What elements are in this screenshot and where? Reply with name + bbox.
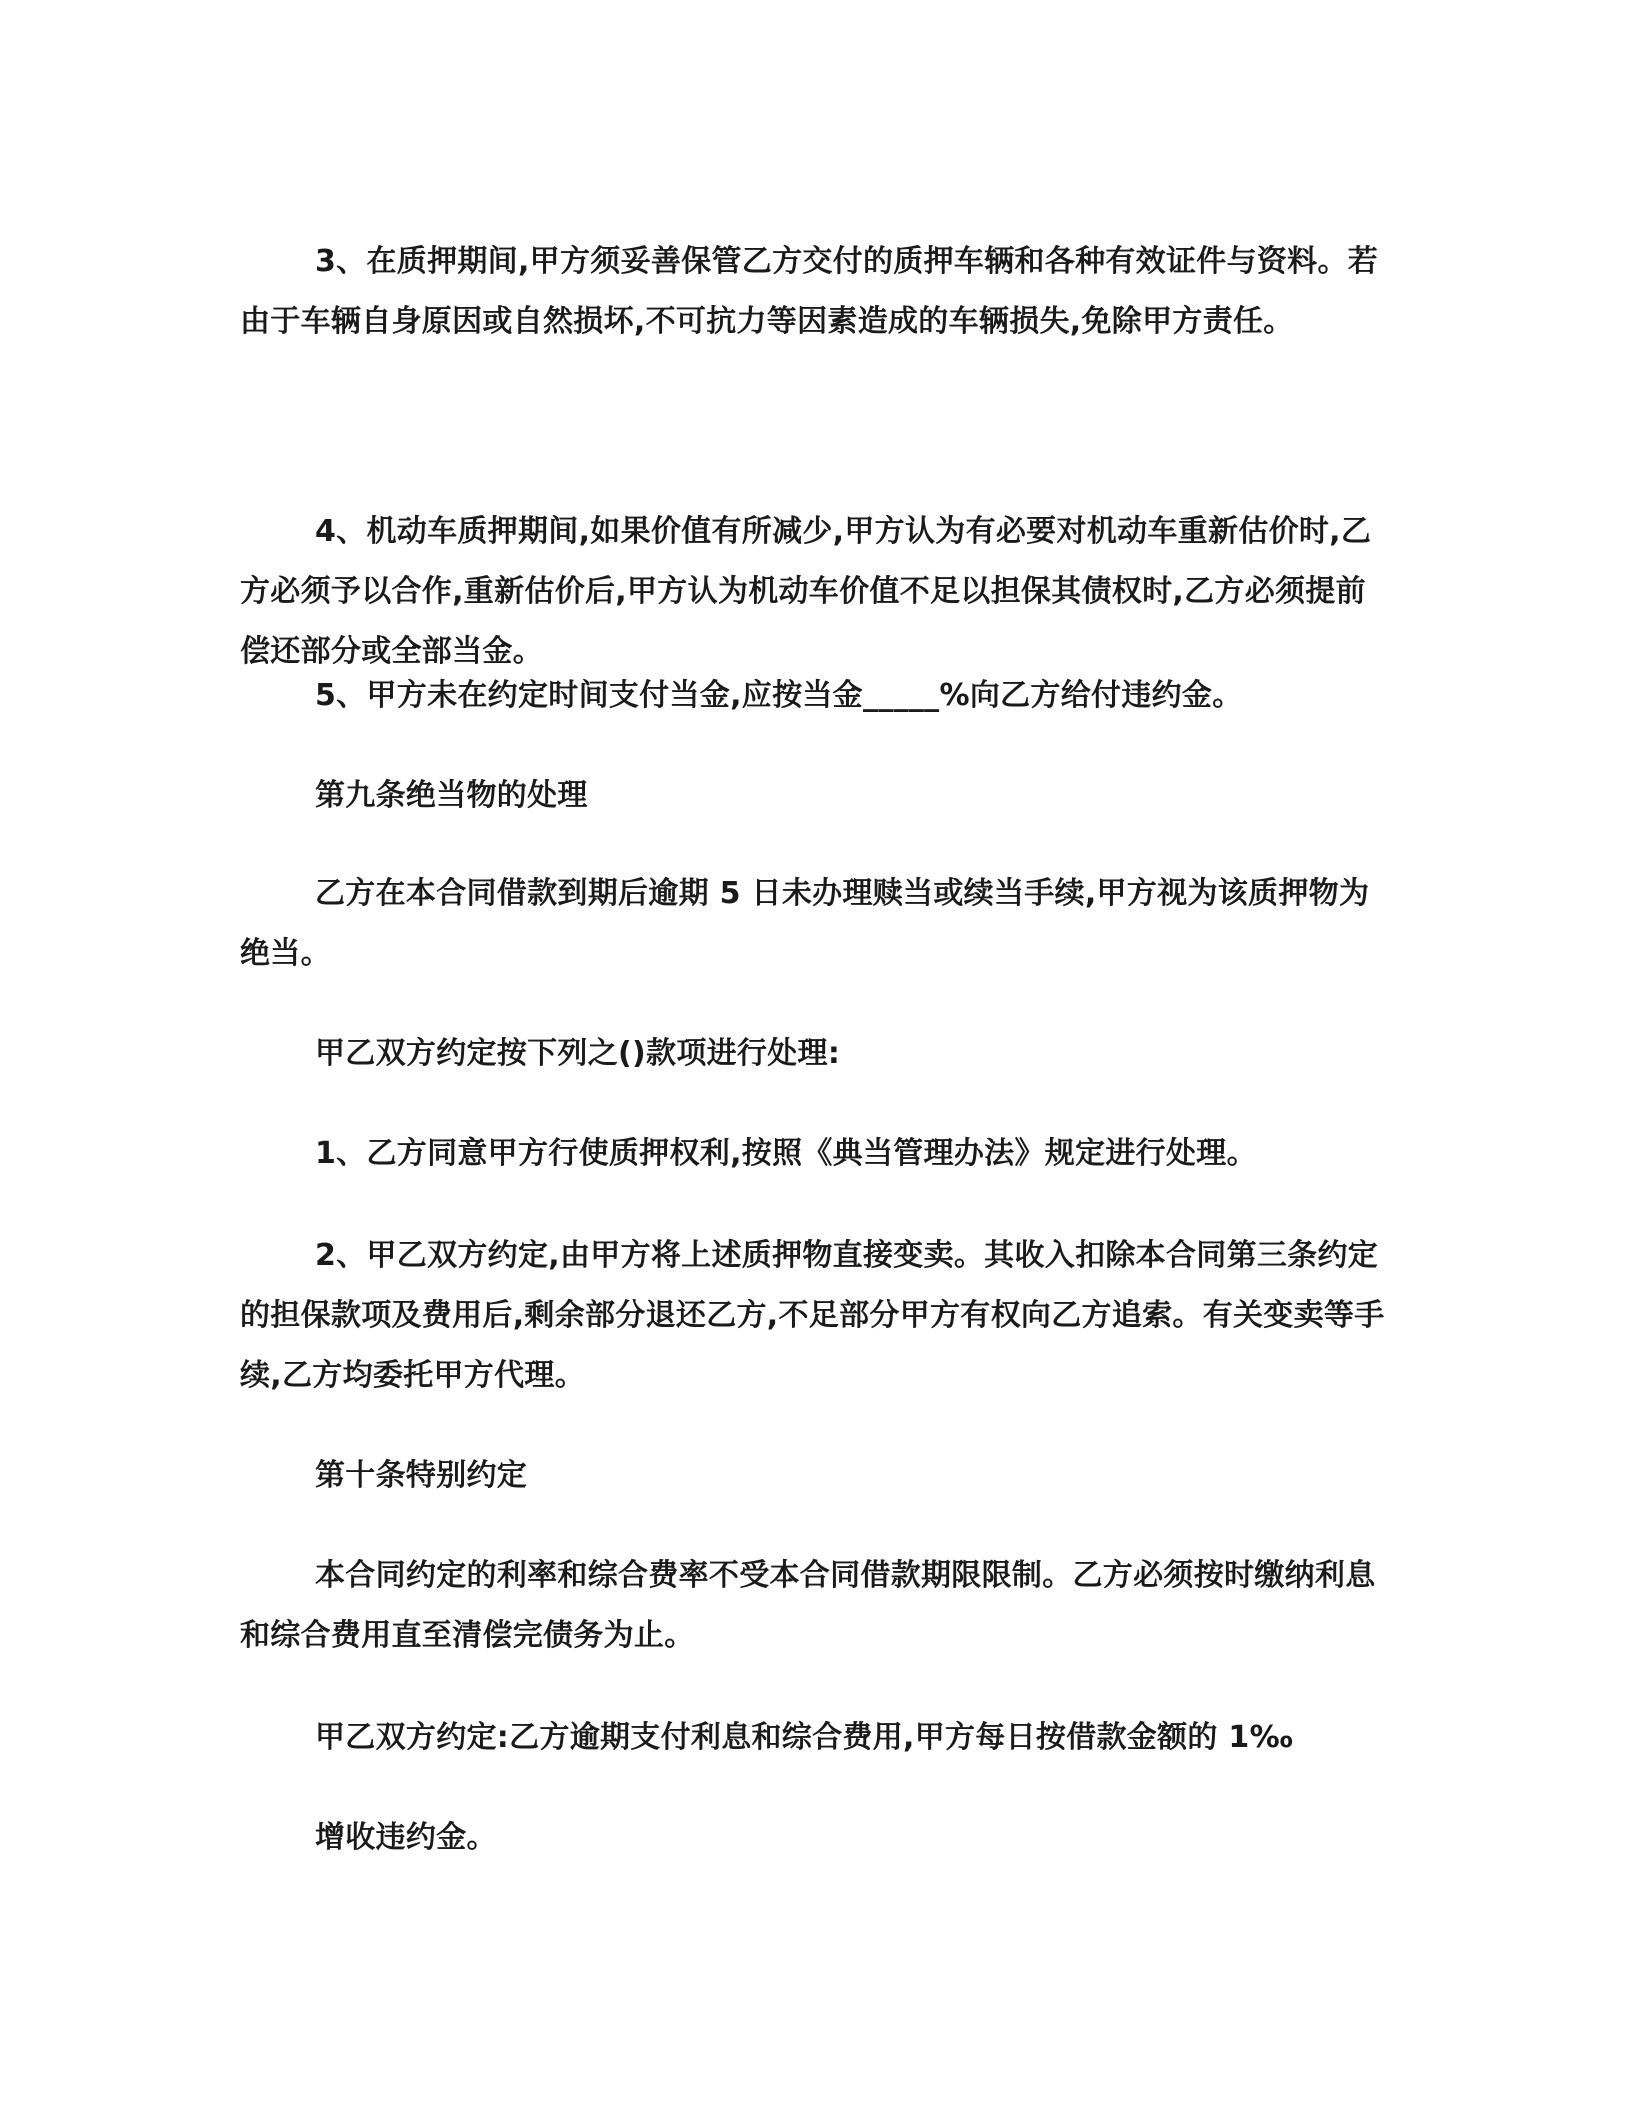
paragraph-option-2: 2、甲乙双方约定,由甲方将上述质押物直接变卖。其收入扣除本合同第三条约定的担保款项及费用后,剩余部分退还乙方,不足部分甲方有权向乙方追索。有关变卖等手续,乙方均委托甲方代理。 [240,1238,1385,1393]
article-9-heading: 第九条绝当物的处理 [315,778,588,813]
paragraph-5-penalty: 5、甲方未在约定时间支付当金,应按当金_____%向乙方给付违约金。 [315,678,1243,713]
paragraph-penalty-collection: 增收违约金。 [315,1820,497,1855]
paragraph-3-pledge-custody: 3、在质押期间,甲方须妥善保管乙方交付的质押车辆和各种有效证件与资料。若由于车辆自身原因或自然损坏,不可抗力等因素造成的车辆损失,免除甲方责任。 [240,244,1379,339]
paragraph-4-revaluation: 4、机动车质押期间,如果价值有所减少,甲方认为有必要对机动车重新估价时,乙方必须予以合作,重新估价后,甲方认为机动车价值不足以担保其债权时,乙方必须提前偿还部分或全部当金。 [240,514,1372,669]
paragraph-forfeit-condition: 乙方在本合同借款到期后逾期 5 日未办理赎当或续当手续,甲方视为该质押物为绝当。 [240,876,1370,971]
paragraph-handling-options: 甲乙双方约定按下列之()款项进行处理: [315,1036,841,1071]
paragraph-rate-terms: 本合同约定的利率和综合费率不受本合同借款期限限制。乙方必须按时缴纳利息和综合费用直至清偿完债务为止。 [240,1558,1376,1653]
paragraph-overdue-agreement: 甲乙双方约定:乙方逾期支付利息和综合费用,甲方每日按借款金额的 1‰ [315,1720,1294,1755]
paragraph-option-1: 1、乙方同意甲方行使质押权利,按照《典当管理办法》规定进行处理。 [315,1136,1257,1171]
article-10-heading: 第十条特别约定 [315,1458,528,1493]
